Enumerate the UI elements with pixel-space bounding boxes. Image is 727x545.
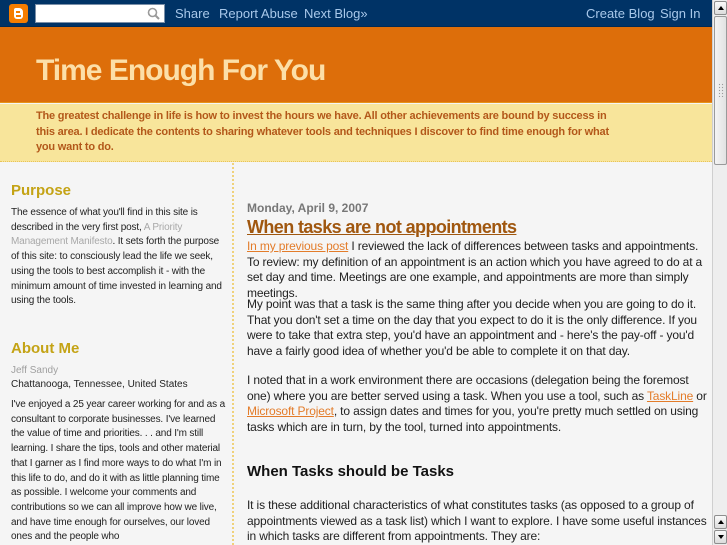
search-box — [35, 4, 165, 23]
purpose-heading: Purpose — [11, 182, 72, 199]
purpose-text-after: . It sets forth the purpose of this site: to consciously lead the life we seek, using the tools to best accomplish it - with the minimum amount of time invested in learning and using the tools. — [11, 236, 222, 307]
author-location: Chattanooga, Tennessee, United States — [11, 379, 188, 390]
blog-header — [0, 27, 712, 103]
paragraph-3-text-b: or — [693, 388, 707, 403]
author-name-link[interactable]: Jeff Sandy — [11, 365, 59, 376]
paragraph-1-text: I reviewed the lack of differences between tasks and appointments. To review: my definition of an appointment is an action which you have agreed to do at a set day and time. Meetings are one example, and appointments are more than simply meetings. — [247, 239, 703, 300]
scroll-up-button-bottom[interactable] — [714, 515, 727, 529]
blogger-logo-icon[interactable] — [9, 4, 28, 23]
blogger-navbar — [0, 0, 712, 27]
blog-title[interactable]: Time Enough For You — [36, 54, 326, 87]
search-icon[interactable] — [147, 7, 160, 20]
vertical-scrollbar[interactable] — [712, 0, 727, 545]
microsoft-project-link[interactable]: Microsoft Project — [247, 404, 334, 419]
arrow-up-icon — [718, 6, 724, 10]
scrollbar-thumb[interactable] — [714, 16, 727, 165]
purpose-text-before: The essence of what you'll find in this site is described in the very first post, — [11, 207, 198, 233]
priority-manifesto-link[interactable]: A Priority Management Manifesto — [11, 221, 183, 248]
next-blog-link[interactable]: Next Blog» — [304, 6, 368, 21]
arrow-down-icon — [718, 535, 724, 539]
share-link[interactable]: Share — [175, 6, 210, 21]
paragraph-3-text-c: , to assign dates and times for you, you're pretty much settled on using tasks which are in turn, by the tool, turned into appointments. — [247, 404, 699, 434]
report-abuse-link[interactable]: Report Abuse — [219, 6, 298, 21]
author-bio: I've enjoyed a 25 year career working for and as a consultant to corporate businesses. I've learned the value of time and priorities. . . and I'm still learning. I share the tips, tools and other material that I garner as I find more ways to do what I'm in this life to do, and do it with as little planning time as possible. I welcome your comments and contributions so we can all improve how we live, and have time enough for ourselves, our loved ones and the people who — [11, 399, 225, 543]
blog-description — [0, 104, 712, 162]
post-title-link[interactable]: When tasks are not appointments — [247, 217, 517, 237]
previous-post-link[interactable]: In my previous post — [247, 239, 349, 253]
sign-in-link[interactable]: Sign In — [660, 6, 701, 21]
taskline-link[interactable]: TaskLine — [646, 388, 694, 403]
create-blog-link[interactable]: Create Blog — [586, 6, 655, 21]
sidebar — [0, 163, 234, 545]
post-paragraph-1 — [247, 239, 707, 301]
scroll-up-button[interactable] — [714, 1, 727, 15]
post-subheading: When Tasks should be Tasks — [247, 463, 454, 480]
about-me-heading: About Me — [11, 340, 80, 357]
post-paragraph-2: My point was that a task is the same thing after you decide when you are going to do it. That you don't set a time on the day that you expect to do it is the only difference. If you were to take that extra step, you'd have an appointment and - here's the pay-off - you'd have a fairly good idea of whether you'd be able to complete it on that day. — [247, 297, 697, 358]
post-paragraph-3 — [247, 373, 707, 435]
purpose-text — [11, 206, 229, 309]
main-content — [236, 163, 712, 545]
scroll-down-button[interactable] — [714, 530, 727, 544]
post-date: Monday, April 9, 2007 — [247, 201, 369, 215]
paragraph-3-text-a: I noted that in a work environment there are occasions (delegation being the foremost one) where you are better served using a task. When you use a tool, such as — [247, 373, 689, 403]
grip-icon — [718, 83, 724, 97]
post-paragraph-4: It is these additional characteristics of what constitutes tasks (as opposed to a group of appointments viewed as a task list) which I want to explore. I have some useful instances in which tasks are different from appointments. They are: — [247, 498, 707, 544]
arrow-up-icon — [718, 520, 724, 524]
search-input[interactable] — [39, 9, 147, 26]
blog-description-text: The greatest challenge in life is how to invest the hours we have. All other achievements are bound by success in this area. I dedicate the contents to sharing whatever tools and techniques I discover to find time enough for what you want to do. — [36, 110, 609, 153]
